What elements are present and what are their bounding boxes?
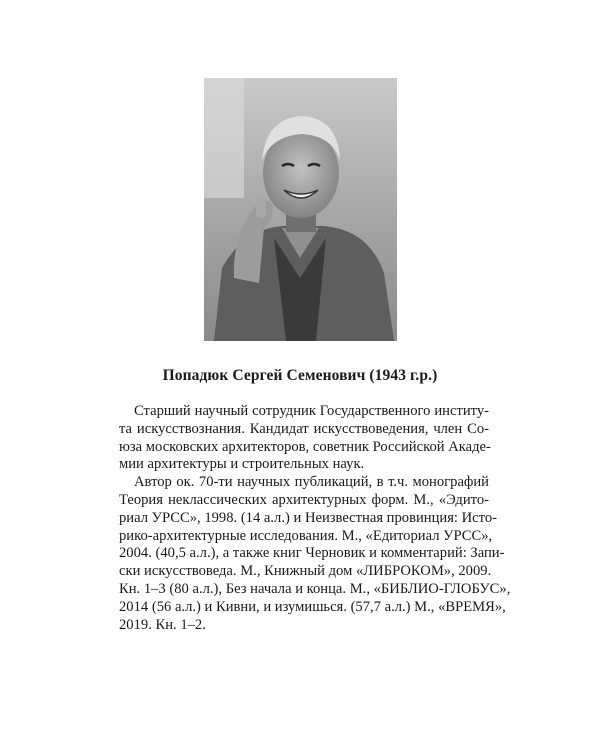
biography-text (119, 403, 511, 634)
bio-line: Теория неклассических архитектурных форм. М., «Эдито- (119, 491, 489, 508)
bio-line: ски искусствоведа. М., Книжный дом «ЛИБРОКОМ», 2009. (119, 563, 492, 580)
bio-line: Кн. 1–3 (80 а.л.), Без начала и конца. М., «БИБЛИО-ГЛОБУС», (119, 580, 511, 597)
bio-line: риал УРСС», 1998. (14 а.л.) и Неизвестная провинция: Исто- (119, 509, 497, 526)
bio-line: рико-архитектурные исследования. М., «Едиториал УРСС», (119, 527, 493, 544)
bio-line: Автор ок. 70-ти научных публикаций, в т.ч. монографий (134, 474, 489, 491)
portrait-caption: Попадюк Сергей Семенович (1943 г.р.) (162, 367, 438, 384)
bio-line: 2019. Кн. 1–2. (119, 616, 206, 633)
bio-line: 2004. (40,5 а.л.), а также книг Черновик и комментарий: Запи- (119, 545, 505, 562)
bio-line: мии архитектуры и строительных наук. (119, 456, 365, 473)
bio-line: 2014 (56 а.л.) и Кивни, и изумишься. (57,7 а.л.) М., «ВРЕМЯ», (119, 598, 506, 615)
bio-line: юза московских архитекторов, советник Российской Акаде- (119, 438, 491, 455)
portrait-illustration (204, 78, 397, 341)
bio-line: та искусствознания. Кандидат искусствоведения, член Со- (119, 420, 489, 437)
author-portrait-photo (204, 78, 397, 341)
bio-line: Старший научный сотрудник Государственного институ- (134, 403, 489, 419)
